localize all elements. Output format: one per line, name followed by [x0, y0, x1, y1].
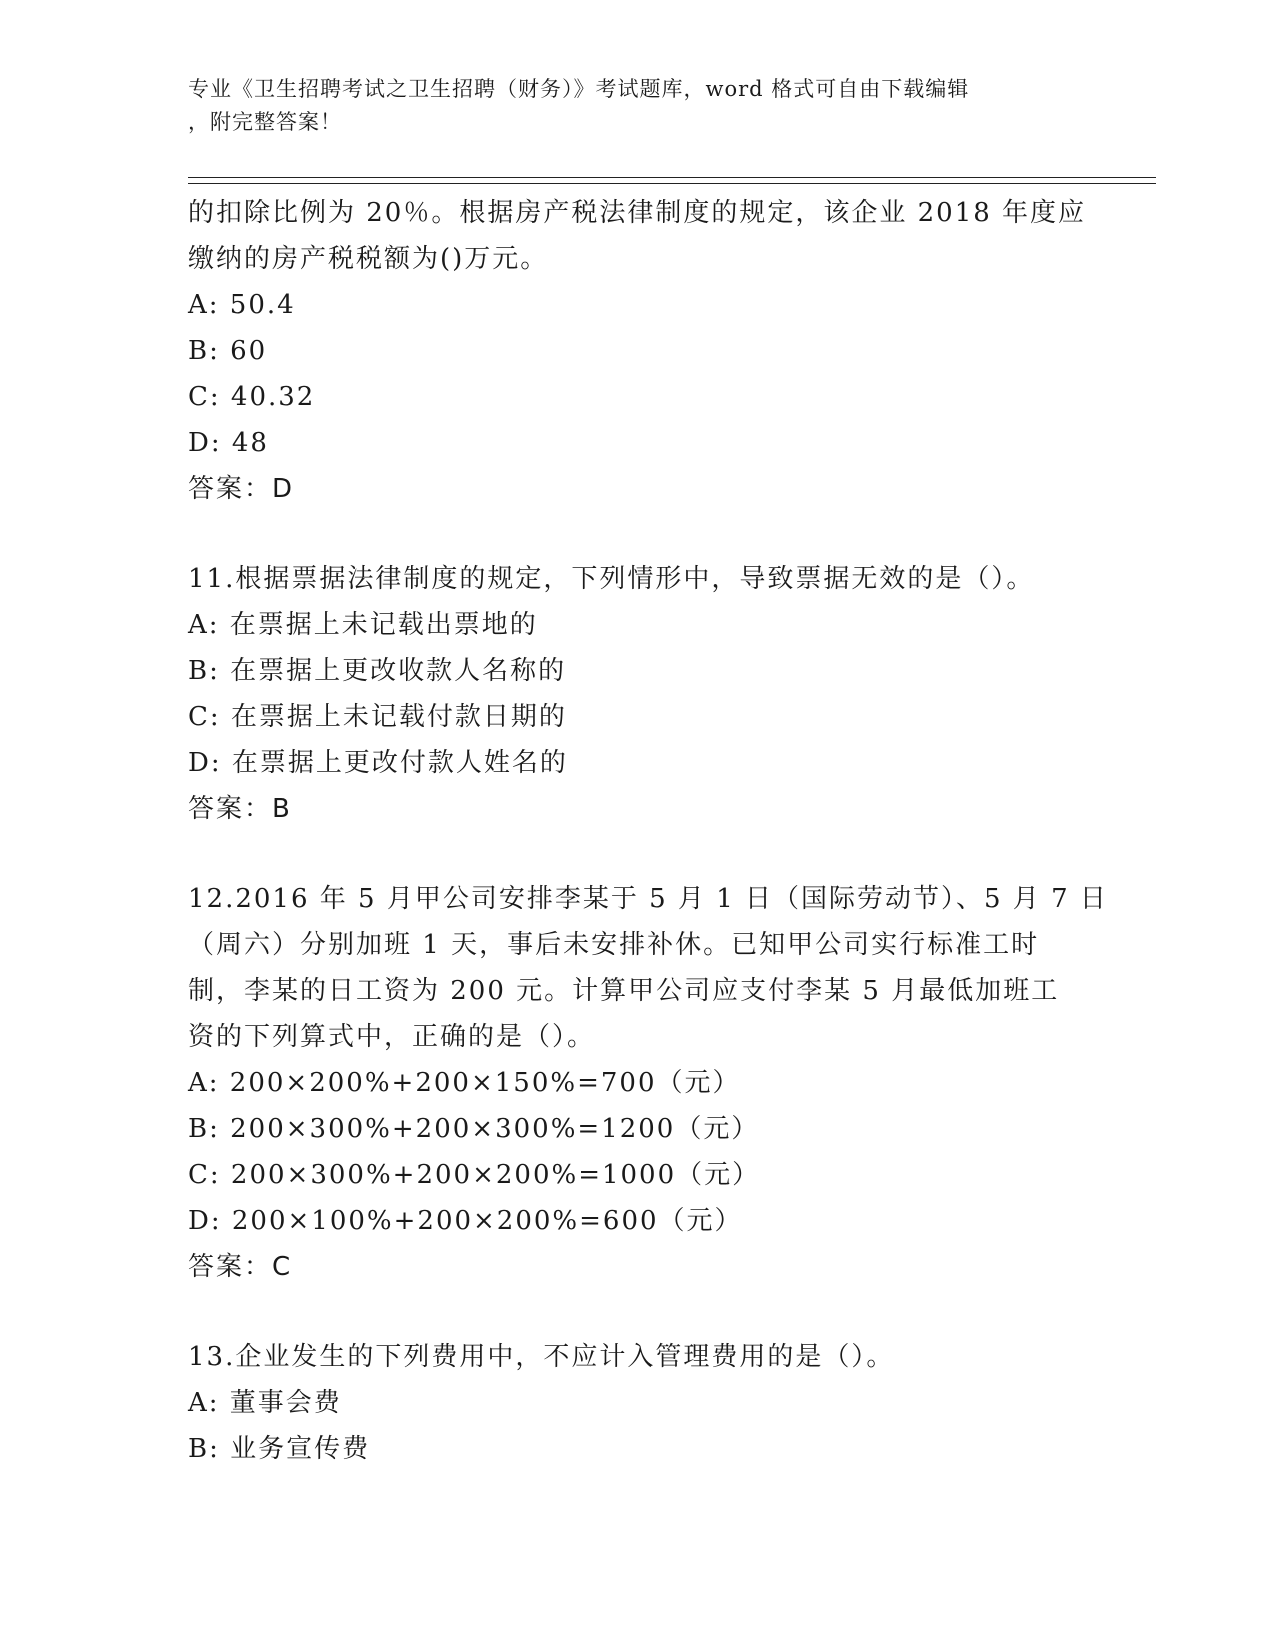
header-title-line-1: 专业《卫生招聘考试之卫生招聘（财务）》考试题库，word 格式可自由下载编辑 [188, 77, 970, 101]
question-stem-line: 缴纳的房产税税额为()万元。 [188, 244, 549, 274]
spacer [188, 512, 1088, 556]
question-12 [188, 876, 1108, 1290]
question-stem-line: 13.企业发生的下列费用中，不应计入管理费用的是（）。 [188, 1342, 895, 1372]
option-a: A: 董事会费 [188, 1388, 342, 1418]
question-10 [188, 190, 1088, 512]
option-d: D: 在票据上更改付款人姓名的 [188, 748, 568, 778]
option-b: B: 业务宣传费 [188, 1434, 371, 1464]
spacer [188, 1290, 1088, 1334]
option-b: B: 在票据上更改收款人名称的 [188, 656, 567, 686]
question-stem-line: 的扣除比例为 20％。根据房产税法律制度的规定，该企业 2018 年度应 [188, 198, 1087, 228]
option-c: C: 在票据上未记载付款日期的 [188, 702, 567, 732]
question-stem-line: （周六）分别加班 1 天，事后未安排补休。已知甲公司实行标准工时 [188, 930, 1040, 960]
option-d: D: 48 [188, 428, 269, 458]
question-stem-line: 制，李某的日工资为 200 元。计算甲公司应支付李某 5 月最低加班工 [188, 976, 1060, 1006]
option-c: C: 40.32 [188, 382, 316, 412]
option-a: A: 在票据上未记载出票地的 [188, 610, 538, 640]
header-divider-bottom [188, 183, 1156, 184]
answer-label: 答案：C [188, 1252, 293, 1282]
question-stem-line: 11.根据票据法律制度的规定，下列情形中，导致票据无效的是（）。 [188, 564, 1035, 594]
document-header [188, 73, 1068, 139]
spacer [188, 832, 1088, 876]
option-c: C: 200×300%+200×200%=1000（元） [188, 1160, 761, 1190]
answer-label: 答案：D [188, 474, 295, 504]
option-b: B: 200×300%+200×300%=1200（元） [188, 1114, 760, 1144]
option-a: A: 50.4 [188, 290, 296, 320]
question-11 [188, 556, 1088, 832]
option-b: B: 60 [188, 336, 268, 366]
answer-label: 答案：B [188, 794, 292, 824]
header-divider-top [188, 177, 1156, 178]
question-list [188, 190, 1108, 1472]
question-stem-line: 资的下列算式中，正确的是（）。 [188, 1022, 596, 1052]
header-title-line-2: ，附完整答案！ [188, 110, 342, 134]
option-a: A: 200×200%+200×150%=700（元） [188, 1068, 741, 1098]
question-stem-line: 12.2016 年 5 月甲公司安排李某于 5 月 1 日（国际劳动节）、5 月 7 日 [188, 884, 1108, 914]
question-13 [188, 1334, 1088, 1472]
option-d: D: 200×100%+200×200%=600（元） [188, 1206, 743, 1236]
